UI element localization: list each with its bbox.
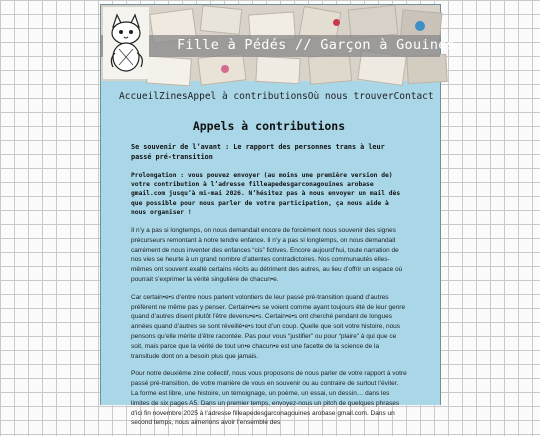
collage-paper xyxy=(146,55,192,86)
nav-item-ou-nous-trouver[interactable]: Où nous trouver xyxy=(307,91,394,102)
nav-item-contact[interactable]: Contact xyxy=(393,91,434,102)
article-subtitle: Se souvenir de l’avant : Le rapport des personnes trans à leur passé pré-transition xyxy=(131,143,385,161)
collage-paper xyxy=(308,53,352,85)
collage-paper xyxy=(255,56,300,84)
nav-item-accueil[interactable]: Accueil xyxy=(119,91,160,102)
collage-paper xyxy=(406,54,447,84)
sticker-dot xyxy=(415,21,425,31)
nav-item-zines[interactable]: Zines xyxy=(159,91,188,102)
body-paragraph: Il n’y a pas si longtemps, on nous demandait encore de forcément nous souvenir des signes précurseurs remontant à notre tendre enfance. Il n’y a pas si longtemps, on nous demandait carrément de nous inventer des enfances “cis” fictives. Encore aujourd’hui, toute narration de nos vies se heurte à un grand nombre d’attentes contradictoires. Nos communautés elles-mêmes ont souvent exalté certains récits au détriment des autres, au lieu d’offrir un espace où pourrait s’exprimer la vérité singulière de chacun•e. xyxy=(131,227,403,283)
site-title[interactable]: Fille à Pédés // Garçon à Gouines xyxy=(177,37,456,53)
collage-paper xyxy=(200,5,242,35)
sticker-dot xyxy=(221,65,229,73)
sticker-dot xyxy=(333,19,340,26)
body-paragraph: Pour notre deuxième zine collectif, nous vous proposons de nous parler de votre rapport à votre passé pré-transition, de votre manière de vous en souvenir ou au contraire de surtout l’éviter. La forme est libre, une histoire, un témoignage, un poème, un essai, un dessin… dans les limites de six pages A5. Dans un premier temps, envoyez-nous un pitch de quelques phrases d’ici fin novembre 2025 à l’adresse filleapedesgarconagouines arobase gmail.com. Dans un second temps, nous aimerions avoir l’ensemble des xyxy=(131,370,407,427)
page-container xyxy=(100,4,456,427)
page-title: Appels à contributions xyxy=(192,119,346,133)
header-banner xyxy=(101,5,456,81)
main-content xyxy=(131,115,407,436)
extension-notice: Prolongation : vous pouvez envoyer (au moins une première version de) votre contribution à l’adresse filleapedesgarconagouines arobase gmail.com jusqu’à mi-mai 2026. N’hésitez pas à nous envoyer un mail dès que possible pour nous parler de votre participation, ça nous aide à nous organiser ! xyxy=(131,172,401,216)
nav-item-appel[interactable]: Appel à contributions xyxy=(187,91,308,102)
main-nav xyxy=(101,91,440,107)
cat-mascot-icon[interactable] xyxy=(103,7,149,79)
body-paragraph: Car certain•e•s d’entre nous parlent volontiers de leur passé pré-transition quand d’autres préfèrent ne même pas y penser. Certain•e•s se voient comme ayant toujours été de leur genre quand d’autres disent plutôt l’être devenu•e•s. Certain•e•s ont cherché pendant de longues années quand d’autres se sont réveillé•e•s tout d’un coup. Quelle que soit votre histoire, nous pensons qu’elle mérite d’être racontée. Pas pour vous “justifier” ou pour “plaire” à qui que ce soit, mais parce que la vérité de tout un•e chacun•e est une facette de la science de la transitude dont on a besoin plus que jamais. xyxy=(131,293,406,360)
